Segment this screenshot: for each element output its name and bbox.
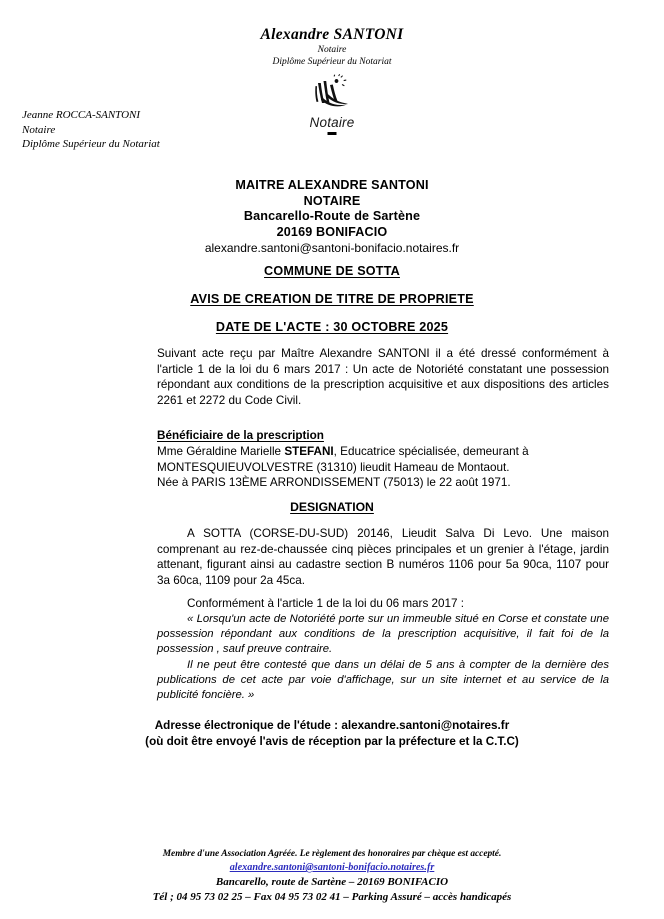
beneficiary-firstnames: Mme Géraldine Marielle xyxy=(157,445,285,458)
notaire-seal-icon xyxy=(310,74,354,115)
footer-address: Bancarello, route de Sartène – 20169 BONIFACIO xyxy=(215,876,449,888)
heading-avis-text: AVIS DE CREATION DE TITRE DE PROPRIETE xyxy=(190,292,474,306)
beneficiary-line-1 xyxy=(157,444,609,460)
beneficiary-line-3: Née à PARIS 13ÈME ARRONDISSEMENT (75013) le 22 août 1971. xyxy=(157,476,511,490)
office-line-maitre: MAITRE ALEXANDRE SANTONI xyxy=(235,178,429,192)
heading-commune-text: COMMUNE DE SOTTA xyxy=(264,264,400,278)
logo-underline xyxy=(328,132,337,135)
heading-avis xyxy=(0,292,664,306)
office-email: alexandre.santoni@santoni-bonifacio.notaires.fr xyxy=(204,241,460,256)
footer-contact: Tél ; 04 95 73 02 25 – Fax 04 95 73 02 41 – Parking Assuré – accès handicapés xyxy=(152,891,512,903)
beneficiary-line-2: MONTESQUIEUVOLVESTRE (31310) lieudit Hameau de Montaout. xyxy=(157,460,510,474)
page-footer xyxy=(0,848,664,905)
heading-commune xyxy=(0,264,664,278)
beneficiary-block xyxy=(157,428,609,491)
footer-email-link[interactable]: alexandre.santoni@santoni-bonifacio.notaires.fr xyxy=(229,862,435,873)
notary-name: Alexandre SANTONI xyxy=(260,26,404,43)
office-title-block xyxy=(0,178,664,256)
beneficiary-label: Bénéficiaire de la prescription xyxy=(157,429,324,442)
office-line-notaire: NOTAIRE xyxy=(303,193,361,208)
office-line-city: 20169 BONIFACIO xyxy=(276,224,388,239)
conformite-block xyxy=(157,596,609,703)
letterhead xyxy=(0,26,664,68)
conformite-quote-2: Il ne peut être contesté que dans un délai de 5 ans à compter de la dernière des publications de cet acte par voie d'affichage, sur un site internet et au service de la publicité foncière. » xyxy=(157,658,609,702)
conformite-lead: Conformément à l'article 1 de la loi du 06 mars 2017 : xyxy=(187,597,465,610)
associate-name: Jeanne ROCCA-SANTONI xyxy=(22,109,141,121)
adresse-electronique-line-2: (où doit être envoyé l'avis de réception par la préfecture et la C.T.C) xyxy=(145,734,519,748)
associate-notary-block xyxy=(22,108,160,152)
footer-association-note: Membre d'une Association Agréée. Le règlement des honoraires par chèque est accepté. xyxy=(162,849,502,859)
heading-designation-text: DESIGNATION xyxy=(290,500,374,514)
heading-date-acte xyxy=(0,320,664,334)
notary-diploma: Diplôme Supérieur du Notariat xyxy=(272,57,392,67)
paragraph-designation-text: A SOTTA (CORSE-DU-SUD) 20146, Lieudit Salva Di Levo. Une maison comprenant au rez-de-chaussée cinq pièces principales et un grenier à l'étage, jardin attenant, figurant ainsi au cadastre section B numéros 1106 pour 5a 90ca, 1107 pour 3a 60ca, 1109 pour 2a 45ca. xyxy=(157,527,609,587)
beneficiary-surname: STEFANI xyxy=(284,445,334,458)
office-line-street: Bancarello-Route de Sartène xyxy=(243,209,421,224)
notaire-logo xyxy=(297,74,367,132)
paragraph-suivant-text: Suivant acte reçu par Maître Alexandre SANTONI il a été dressé conformément à l'article 1 de la loi du 6 mars 2017 : Un acte de Notoriété constatant une possession répondant aux conditions de la prescription acquisitive et aux dispositions des articles 2261 et 2272 du Code Civil. xyxy=(157,347,609,407)
heading-designation xyxy=(0,500,664,514)
heading-date-text: DATE DE L'ACTE : 30 OCTOBRE 2025 xyxy=(215,320,449,334)
conformite-quote-1: « Lorsqu'un acte de Notoriété porte sur un immeuble situé en Corse et constate une possession répondant aux conditions de la prescription acquisitive, il fait foi de la possession , sauf preuve contraire. xyxy=(157,613,609,656)
logo-wordmark: Notaire xyxy=(309,115,355,130)
paragraph-suivant-acte xyxy=(157,346,609,408)
adresse-electronique-line-1: Adresse électronique de l'étude : alexandre.santoni@notaires.fr xyxy=(154,719,510,732)
paragraph-designation xyxy=(157,526,609,588)
associate-diploma: Diplôme Supérieur du Notariat xyxy=(22,138,160,151)
notary-role: Notaire xyxy=(317,45,347,55)
beneficiary-profession: , Educatrice spécialisée, demeurant à xyxy=(333,445,529,458)
associate-role: Notaire xyxy=(22,123,56,136)
adresse-electronique-block xyxy=(0,718,664,749)
